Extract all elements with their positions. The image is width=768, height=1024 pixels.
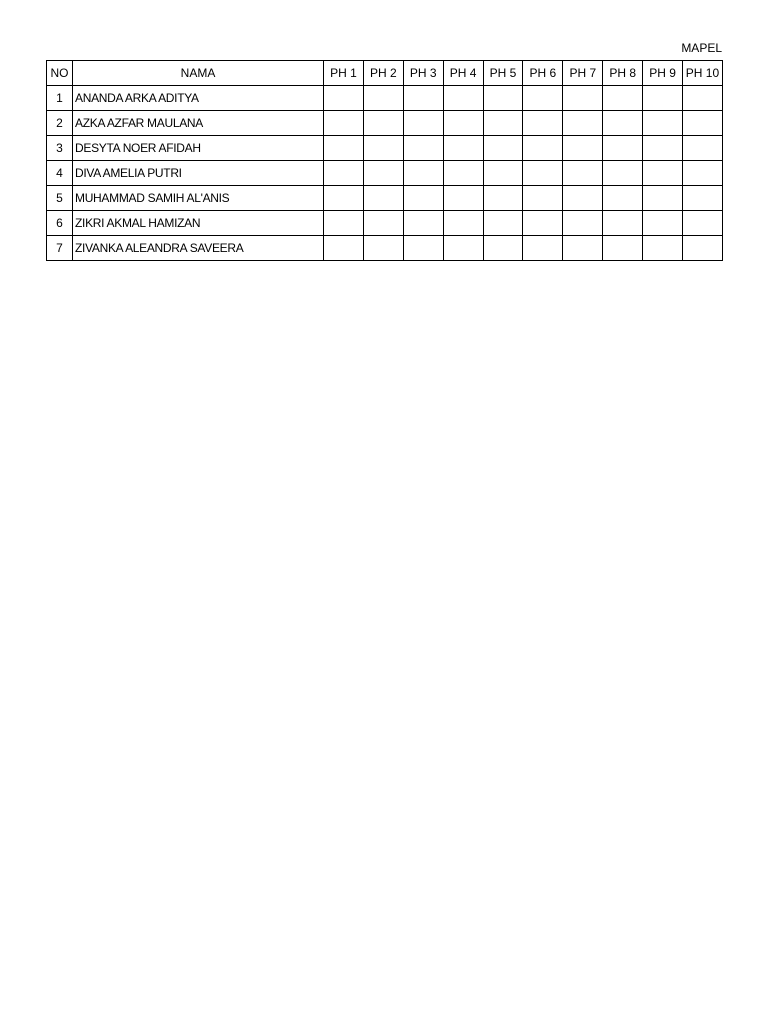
grade-cell-ph-8[interactable] [603, 211, 643, 236]
student-name: ZIKRI AKMAL HAMIZAN [73, 211, 324, 236]
grade-cell-ph-2[interactable] [363, 161, 403, 186]
grade-cell-ph-1[interactable] [324, 86, 364, 111]
grade-cell-ph-2[interactable] [363, 136, 403, 161]
grade-cell-ph-5[interactable] [483, 161, 523, 186]
grade-cell-ph-6[interactable] [523, 111, 563, 136]
table-row [47, 236, 723, 261]
grade-cell-ph-10[interactable] [683, 136, 723, 161]
grade-cell-ph-7[interactable] [563, 136, 603, 161]
grade-cell-ph-4[interactable] [443, 86, 483, 111]
grade-cell-ph-9[interactable] [643, 86, 683, 111]
grade-cell-ph-9[interactable] [643, 111, 683, 136]
grade-cell-ph-10[interactable] [683, 211, 723, 236]
grade-cell-ph-4[interactable] [443, 236, 483, 261]
grade-cell-ph-3[interactable] [403, 161, 443, 186]
grade-cell-ph-5[interactable] [483, 236, 523, 261]
grade-cell-ph-10[interactable] [683, 236, 723, 261]
grade-cell-ph-7[interactable] [563, 111, 603, 136]
column-header-ph-2: PH 2 [363, 61, 403, 86]
column-header-no: NO [47, 61, 73, 86]
grade-cell-ph-6[interactable] [523, 136, 563, 161]
grade-cell-ph-1[interactable] [324, 111, 364, 136]
grade-cell-ph-3[interactable] [403, 136, 443, 161]
column-header-ph-6: PH 6 [523, 61, 563, 86]
grade-cell-ph-1[interactable] [324, 211, 364, 236]
column-header-nama: NAMA [73, 61, 324, 86]
grade-cell-ph-3[interactable] [403, 211, 443, 236]
grade-cell-ph-10[interactable] [683, 86, 723, 111]
grade-cell-ph-5[interactable] [483, 136, 523, 161]
grade-cell-ph-2[interactable] [363, 111, 403, 136]
row-number: 4 [47, 161, 73, 186]
grade-cell-ph-5[interactable] [483, 211, 523, 236]
column-header-ph-3: PH 3 [403, 61, 443, 86]
table-header-row [47, 61, 723, 86]
student-name: ANANDA ARKA ADITYA [73, 86, 324, 111]
grade-cell-ph-5[interactable] [483, 186, 523, 211]
grade-cell-ph-8[interactable] [603, 136, 643, 161]
grade-cell-ph-3[interactable] [403, 111, 443, 136]
grade-cell-ph-8[interactable] [603, 186, 643, 211]
column-header-ph-1: PH 1 [324, 61, 364, 86]
grade-cell-ph-10[interactable] [683, 111, 723, 136]
grade-cell-ph-1[interactable] [324, 161, 364, 186]
grade-cell-ph-9[interactable] [643, 236, 683, 261]
row-number: 2 [47, 111, 73, 136]
grade-cell-ph-5[interactable] [483, 111, 523, 136]
grade-cell-ph-6[interactable] [523, 86, 563, 111]
grade-cell-ph-6[interactable] [523, 186, 563, 211]
grade-cell-ph-4[interactable] [443, 211, 483, 236]
grade-cell-ph-1[interactable] [324, 236, 364, 261]
table-row [47, 86, 723, 111]
grade-cell-ph-8[interactable] [603, 161, 643, 186]
table-row [47, 211, 723, 236]
column-header-ph-4: PH 4 [443, 61, 483, 86]
grade-cell-ph-5[interactable] [483, 86, 523, 111]
grade-cell-ph-7[interactable] [563, 86, 603, 111]
row-number: 6 [47, 211, 73, 236]
column-header-ph-7: PH 7 [563, 61, 603, 86]
grade-cell-ph-9[interactable] [643, 161, 683, 186]
student-name: DIVA AMELIA PUTRI [73, 161, 324, 186]
grade-cell-ph-10[interactable] [683, 161, 723, 186]
mapel-label: MAPEL [681, 41, 722, 55]
grade-cell-ph-7[interactable] [563, 161, 603, 186]
column-header-ph-9: PH 9 [643, 61, 683, 86]
grade-cell-ph-3[interactable] [403, 236, 443, 261]
grade-cell-ph-9[interactable] [643, 136, 683, 161]
grade-cell-ph-3[interactable] [403, 86, 443, 111]
grade-cell-ph-7[interactable] [563, 186, 603, 211]
grade-cell-ph-2[interactable] [363, 236, 403, 261]
grade-cell-ph-2[interactable] [363, 211, 403, 236]
column-header-ph-8: PH 8 [603, 61, 643, 86]
grade-cell-ph-4[interactable] [443, 161, 483, 186]
grade-cell-ph-10[interactable] [683, 186, 723, 211]
grade-cell-ph-6[interactable] [523, 211, 563, 236]
column-header-ph-10: PH 10 [683, 61, 723, 86]
table-row [47, 136, 723, 161]
grade-cell-ph-6[interactable] [523, 161, 563, 186]
student-name: AZKA AZFAR MAULANA [73, 111, 324, 136]
row-number: 3 [47, 136, 73, 161]
column-header-ph-5: PH 5 [483, 61, 523, 86]
grade-cell-ph-8[interactable] [603, 111, 643, 136]
grade-cell-ph-2[interactable] [363, 86, 403, 111]
row-number: 5 [47, 186, 73, 211]
grade-cell-ph-4[interactable] [443, 136, 483, 161]
grade-cell-ph-8[interactable] [603, 86, 643, 111]
table-row [47, 161, 723, 186]
table-row [47, 111, 723, 136]
row-number: 1 [47, 86, 73, 111]
student-grade-table [46, 60, 723, 261]
table-row [47, 186, 723, 211]
grade-cell-ph-4[interactable] [443, 186, 483, 211]
grade-cell-ph-8[interactable] [603, 236, 643, 261]
grade-cell-ph-1[interactable] [324, 136, 364, 161]
grade-cell-ph-2[interactable] [363, 186, 403, 211]
grade-cell-ph-6[interactable] [523, 236, 563, 261]
grade-cell-ph-9[interactable] [643, 211, 683, 236]
grade-cell-ph-9[interactable] [643, 186, 683, 211]
student-name: MUHAMMAD SAMIH AL'ANIS [73, 186, 324, 211]
grade-cell-ph-7[interactable] [563, 236, 603, 261]
grade-cell-ph-7[interactable] [563, 211, 603, 236]
student-name: ZIVANKA ALEANDRA SAVEERA [73, 236, 324, 261]
student-name: DESYTA NOER AFIDAH [73, 136, 324, 161]
grade-cell-ph-4[interactable] [443, 111, 483, 136]
grade-cell-ph-1[interactable] [324, 186, 364, 211]
row-number: 7 [47, 236, 73, 261]
grade-cell-ph-3[interactable] [403, 186, 443, 211]
